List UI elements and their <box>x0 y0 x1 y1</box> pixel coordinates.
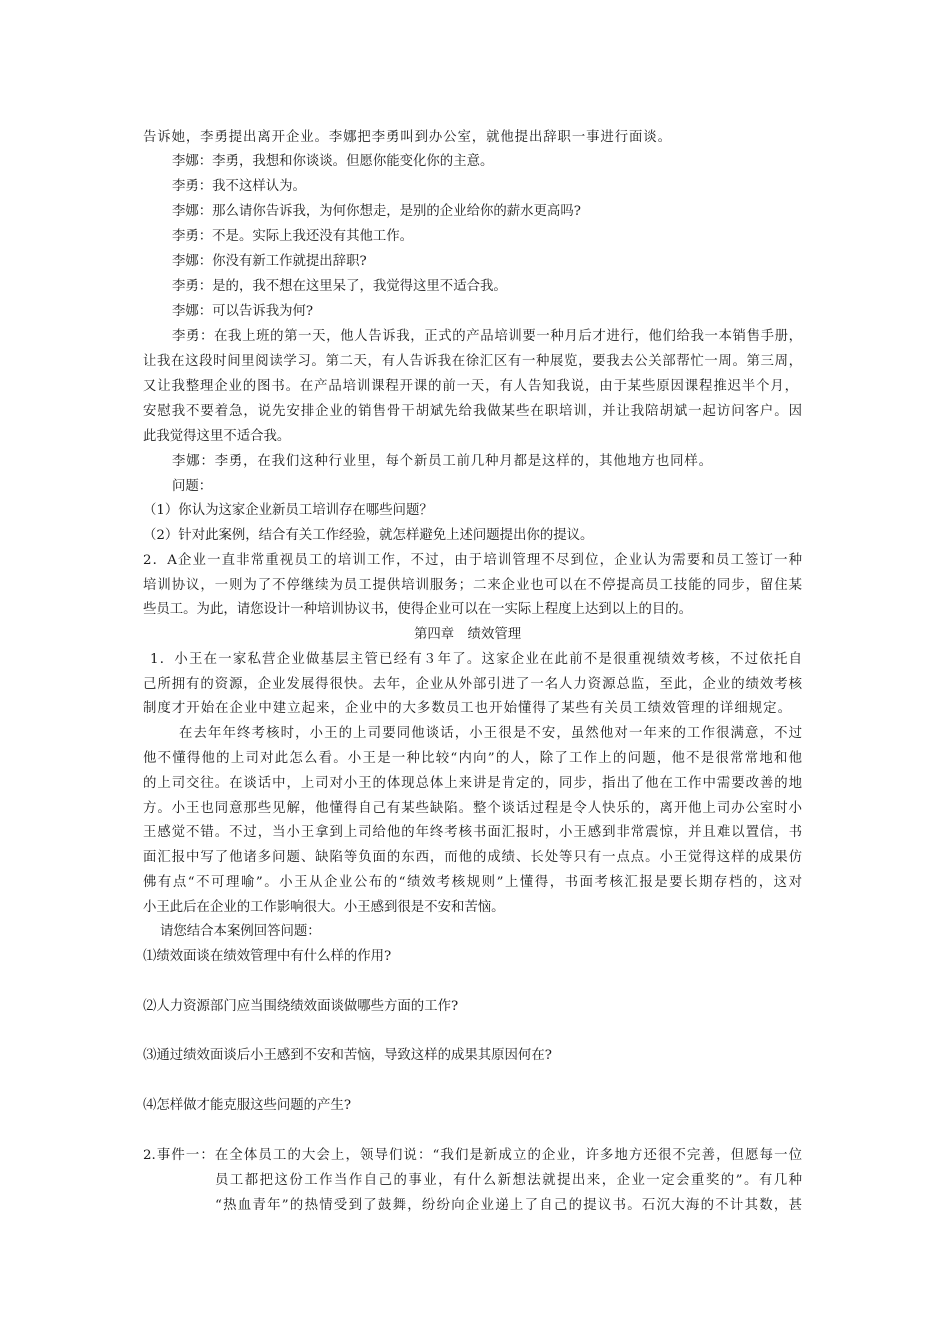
text-line: 小王此后在企业的工作影响很大。小王感到很是不安和苦恼。 <box>143 900 505 915</box>
dialogue-line: 李勇：在我上班的第一天，他人告诉我，正式的产品培训要一种月后才进行，他们给我一本销售手册， <box>172 329 802 344</box>
text-line: 方。小王也同意那些见解，他懂得自己有某些缺陷。整个谈话过程是令人快乐的，离开他上司办公室时小 <box>143 801 802 816</box>
dialogue-line: 李娜：可以告诉我为何? <box>172 304 314 319</box>
question-heading: 请您结合本案例回答问题： <box>160 924 321 939</box>
question-item: ⑵人力资源部门应当围绕绩效面谈做哪些方面的工作? <box>143 999 459 1014</box>
text-line: 让我在这段时间里阅读学习。第二天，有人告诉我在徐汇区有一种展览，要我去公关部帮忙一周。第三周， <box>143 354 802 369</box>
dialogue-line: 李勇：不是。实际上我还没有其他工作。 <box>172 229 414 244</box>
text-line: 1．小王在一家私营企业做基层主管已经有３年了。这家企业在此前不是很重视绩效考核，不过依托自 <box>150 652 802 667</box>
question-item: （2）针对此案例，结合有关工作经验，就怎样避免上述问题提出你的提议。 <box>143 528 594 543</box>
text-line: 2．A企业一直非常重视员工的培训工作，不过，由于培训管理不尽到位，企业认为需要和员工签订一种 <box>143 553 802 568</box>
dialogue-line: 李娜：那么请你告诉我，为何你想走，是别的企业给你的薪水更高吗? <box>172 204 581 219</box>
dialogue-line: 李娜：李勇，在我们这种行业里，每个新员工前几种月都是这样的，其他地方也同样。 <box>172 454 712 469</box>
text-line: 佛有点“不可理喻”。小王从企业公布的“绩效考核规则”上懂得，书面考核汇报是要长期存档的，这对 <box>143 875 802 890</box>
text-line: 制度才开始在企业中建立起来，企业中的大多数员工也开始懂得了某些有关员工绩效管理的详细规定。 <box>143 701 791 716</box>
text-line: 的上司交往。在谈话中，上司对小王的体现总体上来讲是肯定的，同步，指出了他在工作中需要改善的地 <box>143 776 802 791</box>
dialogue-line: 李娜：李勇，我想和你谈谈。但愿你能变化你的主意。 <box>172 154 494 169</box>
question-item: ⑷怎样做才能克服这些问题的产生? <box>143 1098 352 1113</box>
dialogue-line: 李勇：我不这样认为。 <box>172 179 306 194</box>
text-line: 培训协议，一则为了不停继续为员工提供培训服务；二来企业也可以在不停提高员工技能的同步，留住某 <box>143 578 802 593</box>
text-line: 他不懂得他的上司对此怎么看。小王是一种比较“内向”的人，除了工作上的问题，他不是很常常地和他 <box>143 751 802 766</box>
chapter-heading: 第四章 绩效管理 <box>414 627 522 642</box>
text-line: 员工都把这份工作当作自己的事业，有什么新想法就提出来，企业一定会重奖的”。有几种 <box>215 1173 802 1188</box>
dialogue-line: 李娜：你没有新工作就提出辞职? <box>172 254 367 269</box>
text-line: 又让我整理企业的图书。在产品培训课程开课的前一天，有人告知我说，由于某些原因课程推迟半个月， <box>143 379 798 394</box>
question-item: ⑶通过绩效面谈后小王感到不安和苦恼，导致这样的成果其原因何在? <box>143 1048 552 1063</box>
text-line: 己所拥有的资源，企业发展得很快。去年，企业从外部引进了一名人力资源总监，至此，企业的绩效考核 <box>143 677 802 692</box>
question-item: （1）你认为这家企业新员工培训存在哪些问题？ <box>143 503 433 518</box>
dialogue-line: 李勇：是的，我不想在这里呆了，我觉得这里不适合我。 <box>172 279 507 294</box>
text-line: 告诉她，李勇提出离开企业。李娜把李勇叫到办公室，就他提出辞职一事进行面谈。 <box>143 130 671 145</box>
text-line: 在去年年终考核时，小王的上司要同他谈话，小王很是不安，虽然他对一年来的工作很满意，不过 <box>179 726 802 741</box>
text-line: 些员工。为此，请您设计一种培训协议书，使得企业可以在一实际上程度上达到以上的目的。 <box>143 602 693 617</box>
text-line: 2.事件一：在全体员工的大会上，领导们说：“我们是新成立的企业，许多地方还很不完善，但愿每一位 <box>143 1148 802 1163</box>
text-line: “热血青年”的热情受到了鼓舞，纷纷向企业递上了自己的提议书。石沉大海的不计其数，甚 <box>215 1198 802 1213</box>
text-line: 此我觉得这里不适合我。 <box>143 429 291 444</box>
text-line: 王感觉不错。不过，当小王拿到上司给他的年终考核书面汇报时，小王感到非常震惊，并且难以置信，书 <box>143 825 802 840</box>
question-heading: 问题： <box>172 479 213 494</box>
text-line: 安慰我不要着急，说先安排企业的销售骨干胡斌先给我做某些在职培训，并让我陪胡斌一起访问客户。因 <box>143 404 802 419</box>
question-item: ⑴绩效面谈在绩效管理中有什么样的作用? <box>143 949 392 964</box>
text-line: 面汇报中写了他诸多问题、缺陷等负面的东西，而他的成绩、长处等只有一点点。小王觉得这样的成果仿 <box>143 850 802 865</box>
